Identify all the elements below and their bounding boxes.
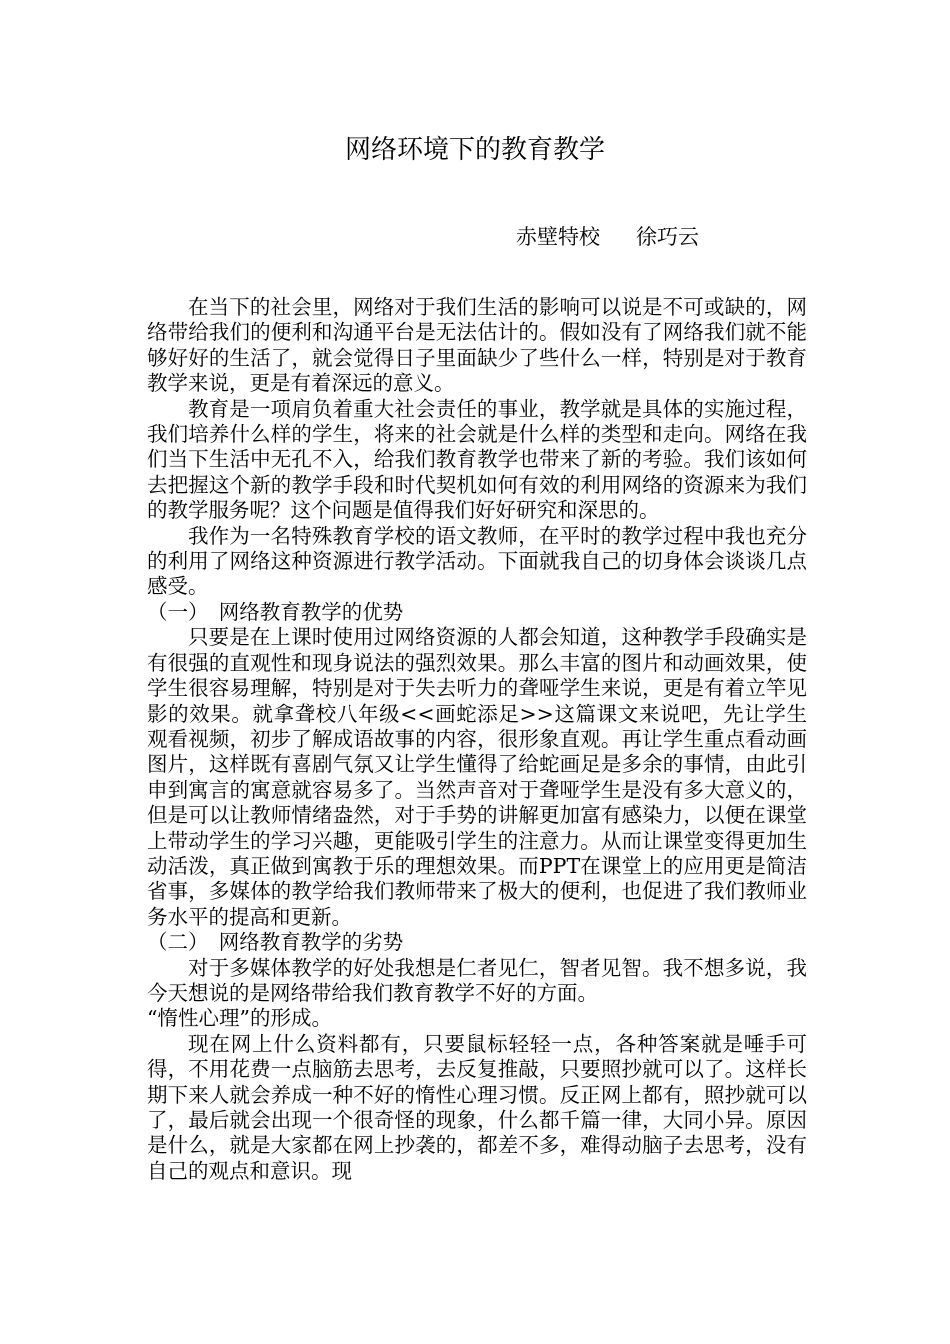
paragraph-intro-3: 我作为一名特殊教育学校的语文教师，在平时的教学过程中我也充分的利用了网络这种资源进行教学活动。下面就我自己的切身体会谈谈几点感受。 xyxy=(147,523,807,599)
document-title: 网络环境下的教育教学 xyxy=(344,135,605,165)
author-name: 徐巧云 xyxy=(636,225,699,249)
paragraph-lazy-mindset: 现在网上什么资料都有，只要鼠标轻轻一点，各种答案就是唾手可得，不用花费一点脑筋去思考，去反复推敲，只要照抄就可以了。这样长期下来人就会养成一种不好的惰性心理习惯。反正网上都有，照抄就可以了，最后就会出现一个很奇怪的现象，什么都千篇一律，大同小异。原因是什么，就是大家都在网上抄袭的，都差不多，难得动脑子去思考，没有自己的观点和意识。现 xyxy=(147,1031,807,1183)
author-school: 赤壁特校 xyxy=(516,225,600,249)
paragraph-advantages: 只要是在上课时使用过网络资源的人都会知道，这种教学手段确实是有很强的直观性和现身说法的强烈效果。那么丰富的图片和动画效果，使学生很容易理解，特别是对于失去听力的聋哑学生来说，更是有着立竿见影的效果。就拿聋校八年级<<画蛇添足>>这篇课文来说吧，先让学生观看视频，初步了解成语故事的内容，很形象直观。再让学生重点看动画图片，这样既有喜剧气氛又让学生懂得了给蛇画足是多余的事情，由此引申到寓言的寓意就容易多了。当然声音对于聋哑学生是没有多大意义的，但是可以让教师情绪盎然，对于手势的讲解更加富有感染力，以便在课堂上带动学生的学习兴趣，更能吸引学生的注意力。从而让课堂变得更加生动活泼，真正做到寓教于乐的理想效果。而PPT在课堂上的应用更是简洁省事，多媒体的教学给我们教师带来了极大的便利，也促进了我们教师业务水平的提高和更新。 xyxy=(147,625,807,929)
paragraph-intro-1: 在当下的社会里，网络对于我们生活的影响可以说是不可或缺的，网络带给我们的便利和沟通平台是无法估计的。假如没有了网络我们就不能够好好的生活了，就会觉得日子里面缺少了些什么一样，特别是对于教育教学来说，更是有着深远的意义。 xyxy=(147,295,807,396)
subheading-lazy-mindset: “惰性心理”的形成。 xyxy=(147,1006,332,1031)
author-line xyxy=(516,222,699,252)
section-heading-advantages: （一） 网络教育教学的优势 xyxy=(147,599,404,624)
paragraph-intro-2: 教育是一项肩负着重大社会责任的事业，教学就是具体的实施过程，我们培养什么样的学生，将来的社会就是什么样的类型和走向。网络在我们当下生活中无孔不入，给我们教育教学也带来了新的考验。我们该如何去把握这个新的教学手段和时代契机如何有效的利用网络的资源来为我们的教学服务呢？这个问题是值得我们好好研究和深思的。 xyxy=(147,396,807,523)
paragraph-disadvantages-intro: 对于多媒体教学的好处我想是仁者见仁，智者见智。我不想多说，我今天想说的是网络带给我们教育教学不好的方面。 xyxy=(147,955,807,1005)
section-heading-disadvantages: （二） 网络教育教学的劣势 xyxy=(147,930,404,955)
document-body xyxy=(147,295,807,1184)
